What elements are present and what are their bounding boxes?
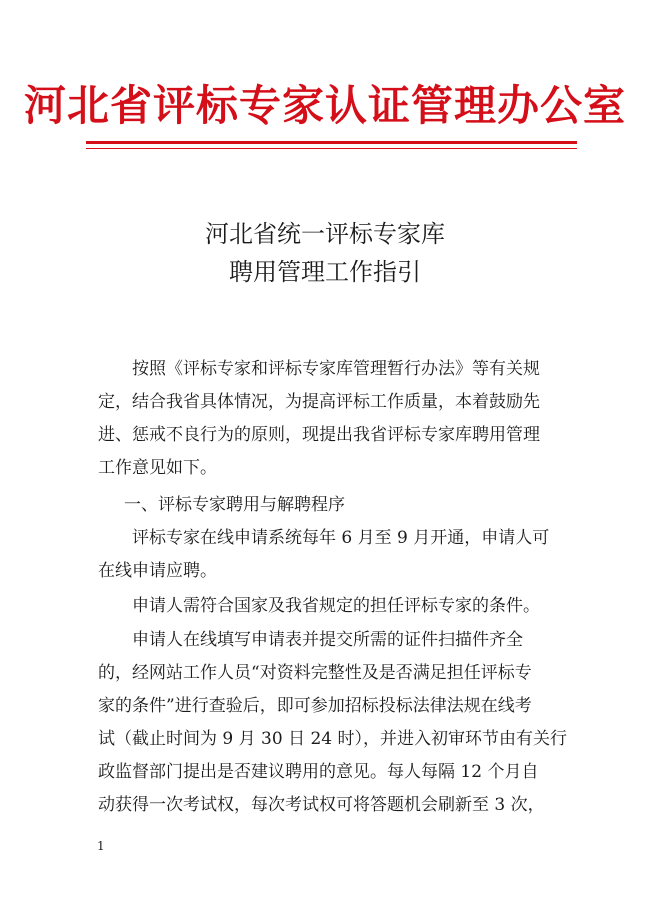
paragraph-line: 动获得一次考试权，每次考试权可将答题机会刷新至 3 次， [98,795,545,815]
paragraph-line: 评标专家在线申请系统每年 6 月至 9 月开通，申请人可 [98,528,550,548]
paragraph-review-process [98,624,568,822]
paragraph-line: 工作意见如下。 [98,458,217,478]
paragraph-application-window [98,522,558,588]
paragraph-line: 申请人在线填写申请表并提交所需的证件扫描件齐全 [98,630,523,650]
paragraph-line: 申请人需符合国家及我省规定的担任评标专家的条件。 [98,596,540,616]
paragraph-line: 政监督部门提出是否建议聘用的意见。每人每隔 12 个月自 [98,762,539,782]
paragraph-line: 的，经网站工作人员“对资料完整性及是否满足担任评标专 [98,663,532,683]
paragraph-line: 试（截止时间为 9 月 30 日 24 时），并进入初审环节由有关行 [98,729,568,749]
paragraph-line: 进、惩戒不良行为的原则，现提出我省评标专家库聘用管理 [98,425,540,445]
issuing-office-header: 河北省评标专家认证管理办公室 [23,81,626,130]
paragraph-line: 定，结合我省具体情况，为提高评标工作质量，本着鼓励先 [98,392,540,412]
paragraph-line: 在线申请应聘。 [98,561,217,581]
page-number: 1 [97,839,105,853]
paragraph-line: 家的条件”进行查验后，即可参加招标投标法律法规在线考 [98,696,532,716]
paragraph-eligibility [98,590,558,623]
paragraph-intro [98,353,558,485]
header-red-rule-thin [86,148,577,149]
document-title-line-1: 河北省统一评标专家库 [205,220,445,248]
document-title-line-2: 聘用管理工作指引 [229,258,421,286]
paragraph-line: 按照《评标专家和评标专家库管理暂行办法》等有关规 [98,359,540,379]
section-heading-1: 一、评标专家聘用与解聘程序 [124,495,345,515]
header-red-rule-thick [86,141,577,144]
